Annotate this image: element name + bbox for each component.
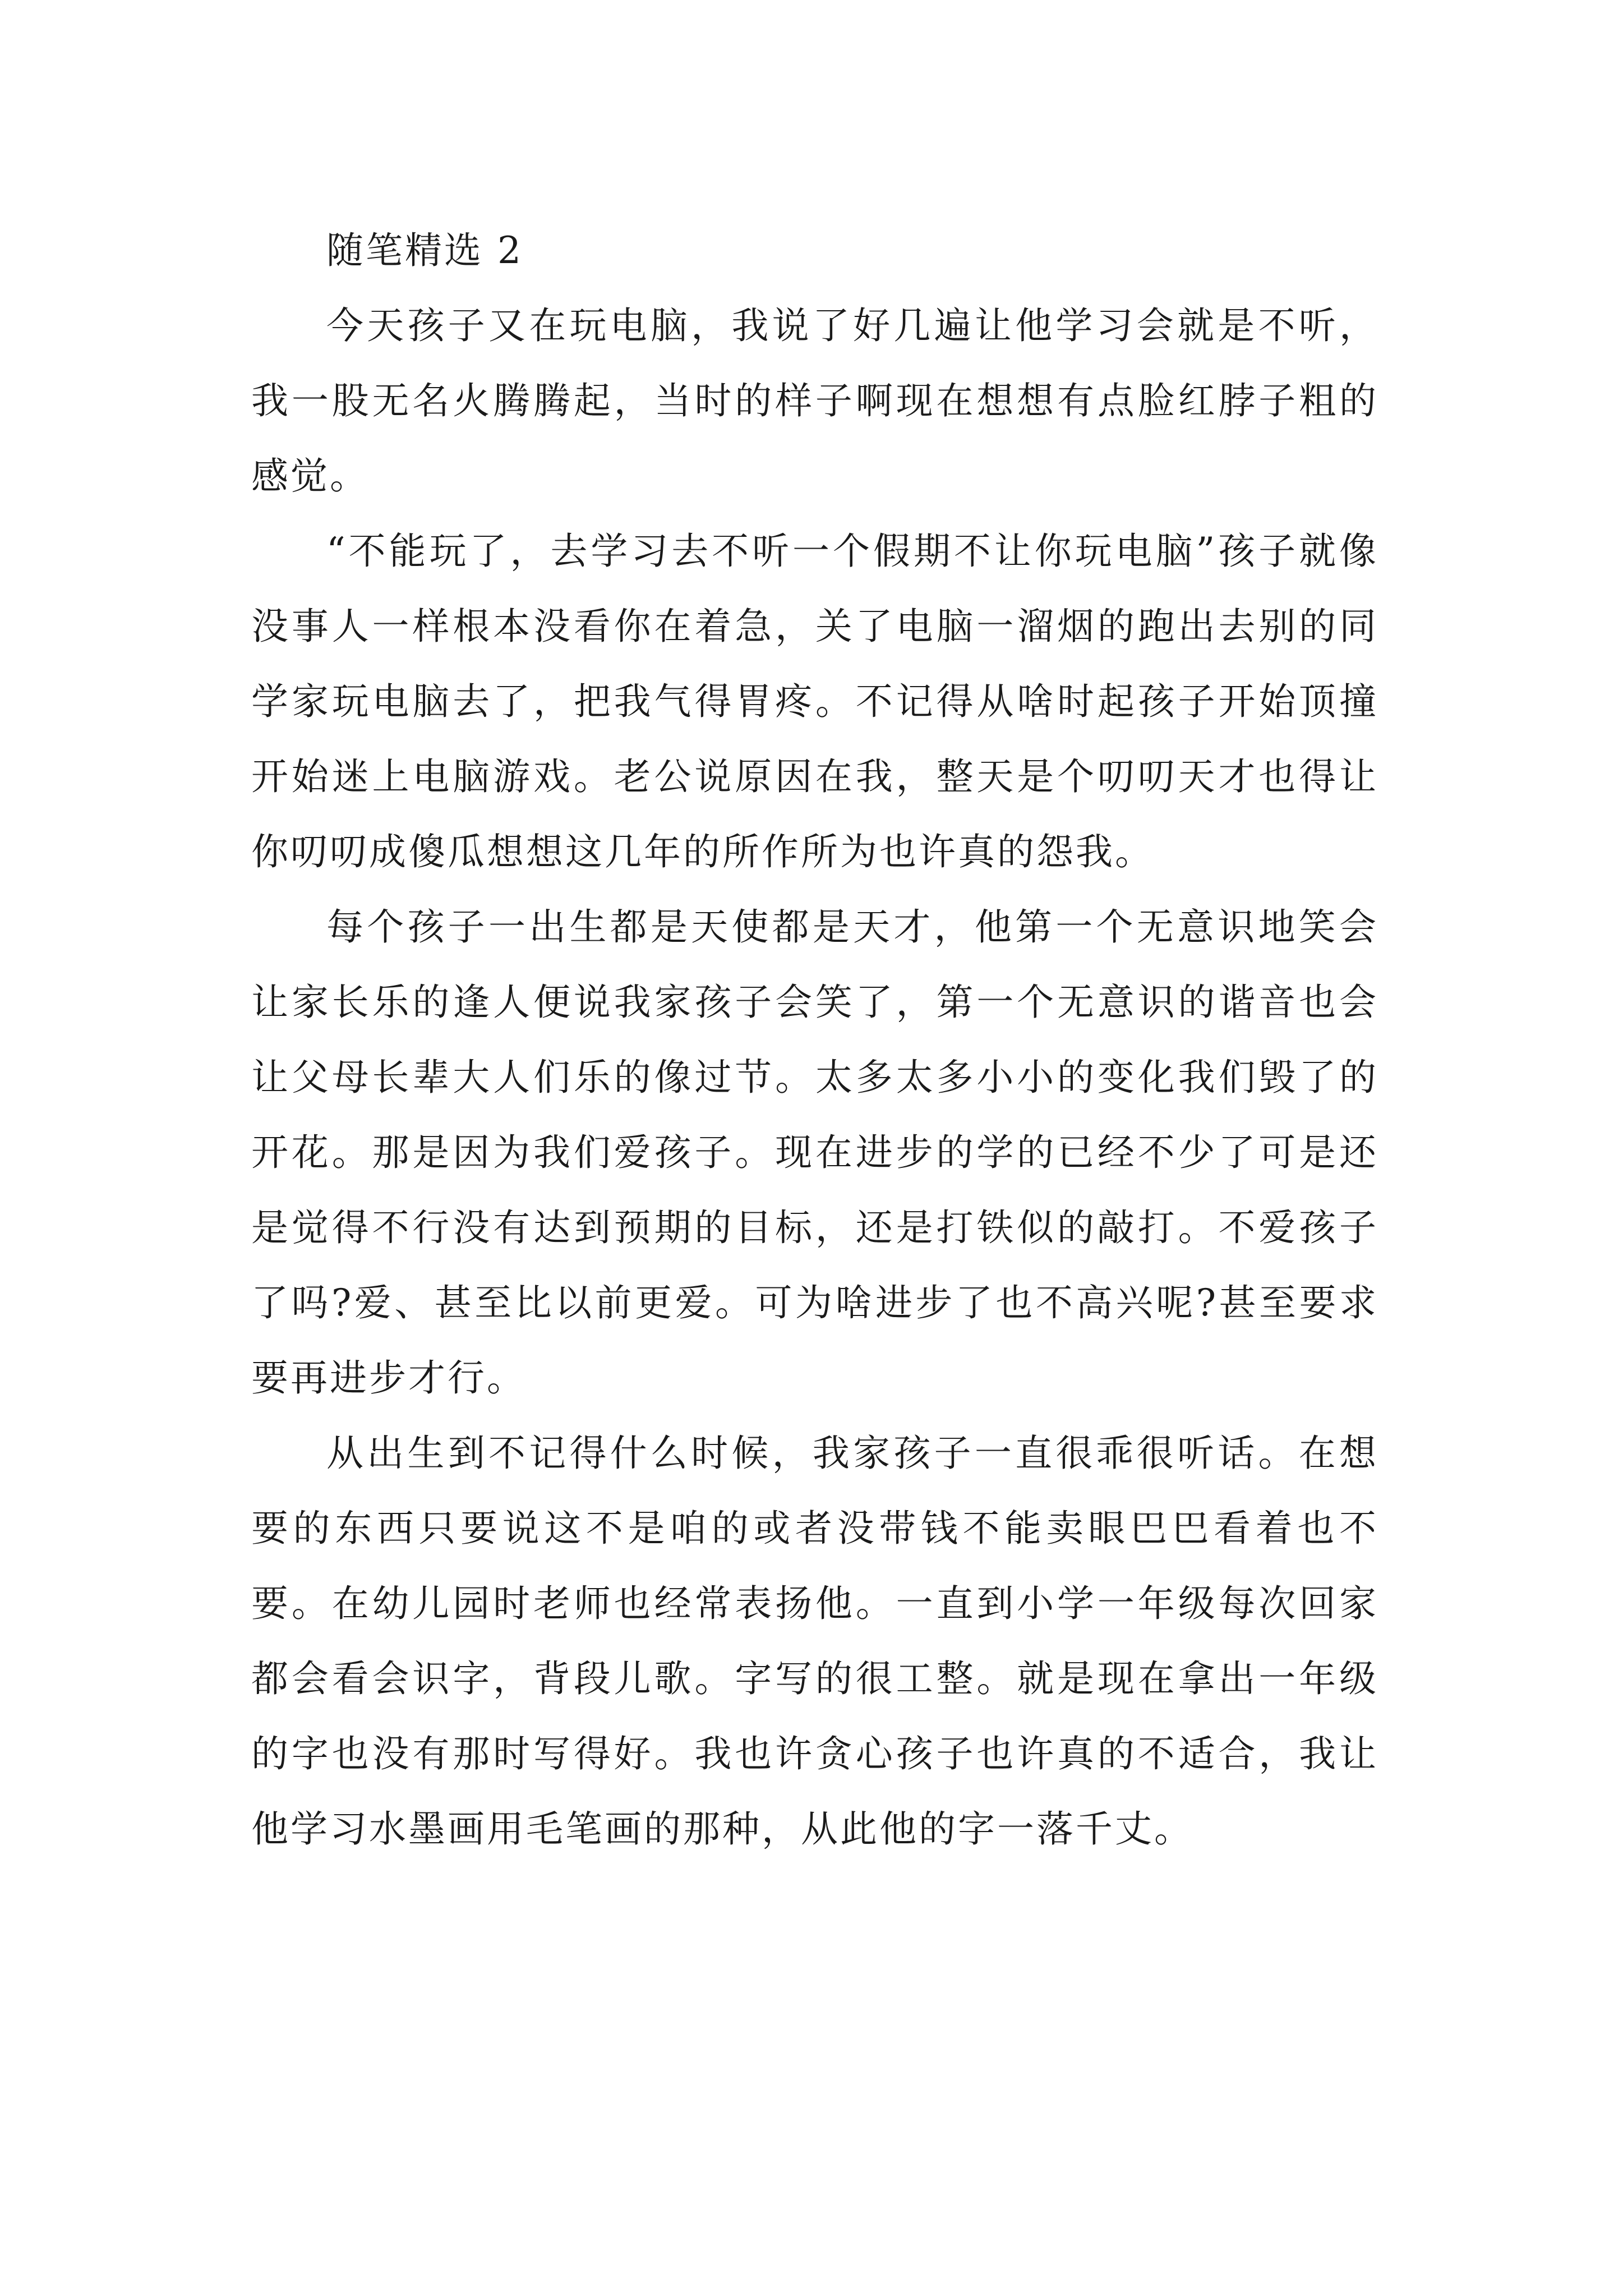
document-body	[251, 213, 1378, 1867]
paragraph-2: “不能玩了，去学习去不听一个假期不让你玩电脑”孩子就像没事人一样根本没看你在着急，关了电脑一溜烟的跑出去别的同学家玩电脑去了，把我气得胃疼。不记得从啥时起孩子开始顶撞开始迷上电脑游戏。老公说原因在我，整天是个叨叨天才也得让你叨叨成傻瓜想想这几年的所作所为也许真的怨我。	[251, 530, 1378, 873]
document-title: 随笔精选 2	[326, 229, 523, 272]
paragraph-3: 每个孩子一出生都是天使都是天才，他第一个无意识地笑会让家长乐的逢人便说我家孩子会笑了，第一个无意识的谐音也会让父母长辈大人们乐的像过节。太多太多小小的变化我们毁了的开花。那是因为我们爱孩子。现在进步的学的已经不少了可是还是觉得不行没有达到预期的目标，还是打铁似的敲打。不爱孩子了吗?爱、甚至比以前更爱。可为啥进步了也不高兴呢?甚至要求要再进步才行。	[251, 905, 1378, 1400]
paragraph-4: 从出生到不记得什么时候，我家孩子一直很乖很听话。在想要的东西只要说这不是咱的或者没带钱不能卖眼巴巴看着也不要。在幼儿园时老师也经常表扬他。一直到小学一年级每次回家都会看会识字，背段儿歌。字写的很工整。就是现在拿出一年级的字也没有那时写得好。我也许贪心孩子也许真的不适合，我让他学习水墨画用毛笔画的那种，从此他的字一落千丈。	[251, 1432, 1378, 1851]
paragraph-1: 今天孩子又在玩电脑，我说了好几遍让他学习会就是不听，我一股无名火腾腾起，当时的样子啊现在想想有点脸红脖子粗的感觉。	[251, 304, 1378, 498]
